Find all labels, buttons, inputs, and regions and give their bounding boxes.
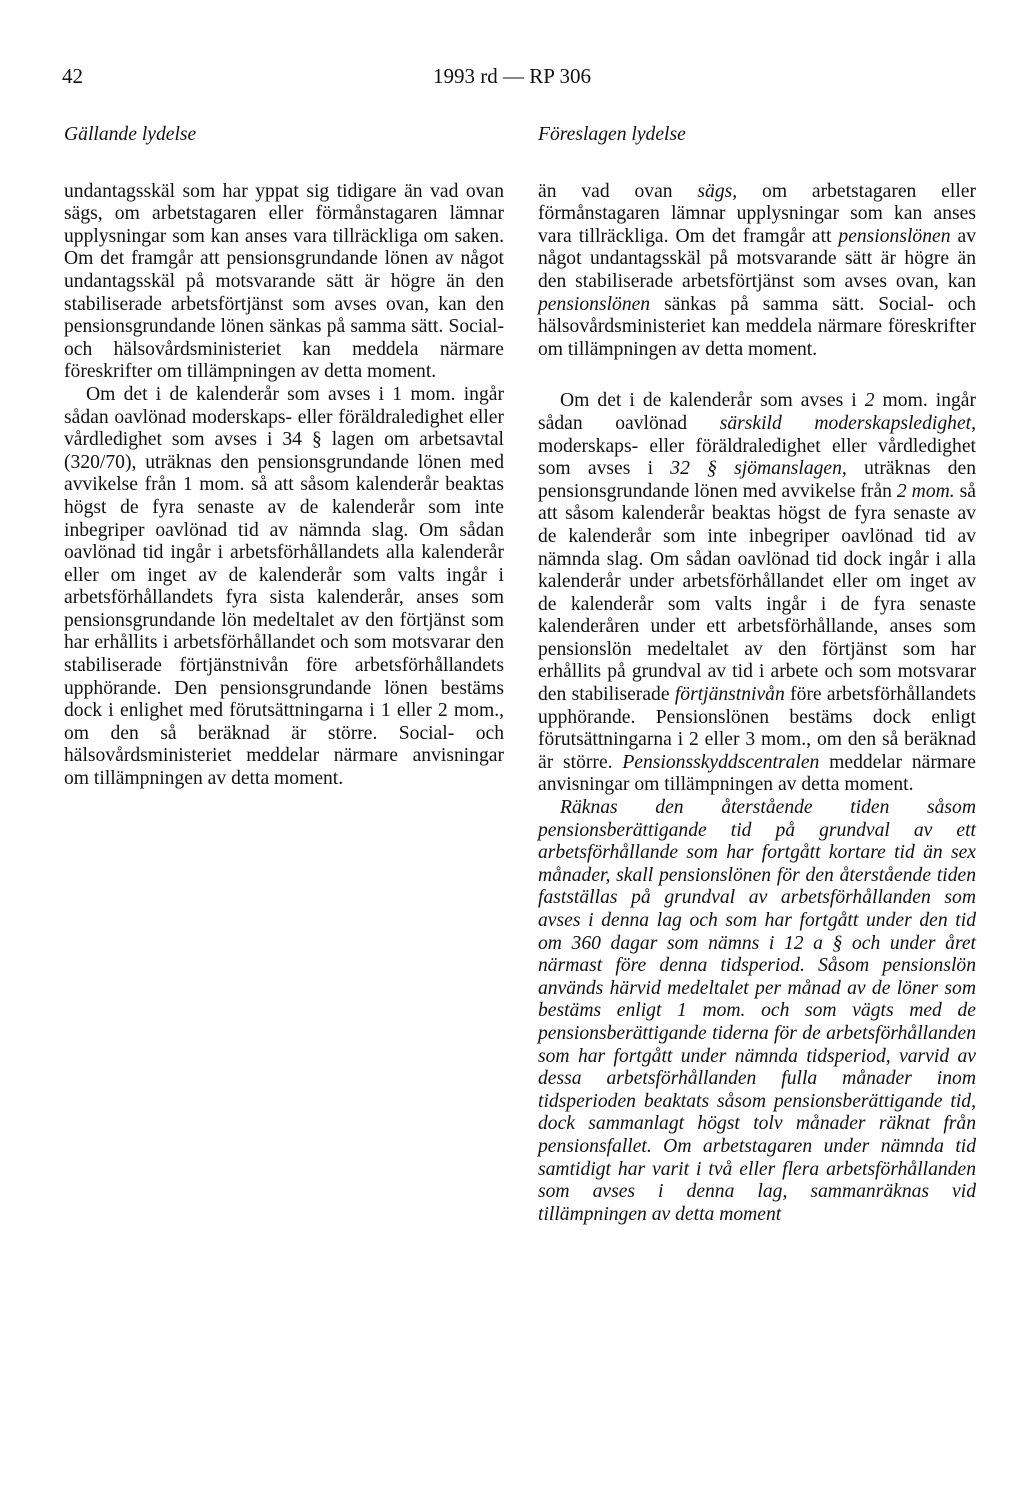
italic-amendment: pensionslönen [838, 225, 951, 247]
right-column-proposed-wording [538, 124, 976, 1226]
page-number: 42 [62, 64, 83, 88]
left-paragraph-1: undantagsskäl som har yppat sig tidigare än vad ovan sägs, om arbetstagaren eller förmånstagaren lämnar upplysningar som kan anses vara tillräckliga om saken. Om det framgår att pensionsgrundande lönen av något undantagsskäl på motsvarande sätt är högre än den stabiliserade arbetsförtjänst som avses ovan, kan den pensionsgrundande lönen sänkas på samma sätt. Social- och hälsovårdsministeriet kan meddela närmare föreskrifter om tillämpningen av detta moment. [64, 180, 504, 383]
text-run: om arbetstagaren eller förmånstagaren lämnar upplysningar som kan anses vara tillräckliga. Om det framgår att [538, 180, 976, 247]
italic-amendment: 2 mom. [896, 480, 955, 502]
italic-amendment: särskild moderskapsledighet, [719, 412, 977, 434]
italic-amendment: Pensionsskyddscentralen [622, 751, 820, 773]
left-paragraph-2: Om det i de kalenderår som avses i 1 mom. ingår sådan oavlönad moderskaps- eller föräldraledighet eller vårdledighet som avses i 34 § lagen om arbetsavtal (320/70), uträknas den pensionsgrundande lönen med avvikelse från 1 mom. så att såsom kalenderår beaktas högst de fyra senaste av de kalenderår som inte inbegriper oavlönad tid av nämnda slag. Om sådan oavlönad tid ingår i arbetsförhållandets alla kalenderår eller om inget av de kalenderår som valts ingår i arbetsförhållandets fyra sista kalenderår, anses som pensionsgrundande lön medeltalet av den förtjänst som har erhållits i arbetsförhållandet och som motsvarar den stabiliserade förtjänstnivån före arbetsförhållandets upphörande. Den pensionsgrundande lönen bestäms dock i enlighet med förutsättningarna i 1 eller 2 mom., om den så beräknad är större. Social- och hälsovårdsministeriet meddelar närmare anvisningar om tillämpningen av detta moment. [64, 383, 504, 790]
right-paragraph-3-new-moment [538, 797, 976, 1226]
right-paragraph-2 [538, 390, 976, 797]
italic-amendment: sägs, [697, 180, 738, 202]
right-column-heading: Föreslagen lydelse [538, 124, 686, 145]
text-run: sänkas på samma sätt. Social- och hälsovårdsministeriet kan meddela närmare föreskrifter om tillämpningen av detta moment. [538, 293, 976, 360]
italic-amendment: förtjänstnivån [674, 684, 785, 706]
text-run: av något undantagsskäl på motsvarande sätt är högre än den stabiliserade arbetsförtjänst som avses ovan, kan [538, 225, 976, 292]
text-run: före arbetsförhållandets upphörande. Pensionslönen bestäms dock enligt förutsättningarna i 2 eller 3 mom., om den så beräknad är större. [538, 684, 976, 773]
text-run: mom. ingår sådan oavlönad [538, 390, 977, 434]
running-head: 1993 rd — RP 306 [433, 64, 591, 88]
italic-amendment: 32 § sjömanslagen, [670, 458, 847, 480]
text-run: meddelar närmare anvisningar om tillämpningen av detta moment. [538, 751, 976, 796]
italic-amendment: 2 [864, 390, 875, 412]
text-run: än vad ovan [538, 180, 698, 202]
text-run: Om det i de kalenderår som avses i [560, 390, 865, 412]
italic-amendment: pensionslönen [538, 293, 651, 315]
italic-amendment: Räknas den återstående tiden såsom pensionsberättigande tid på grundval av ett arbetsförhållande som har fortgått kortare tid än sex månader, skall pensionslönen för den återstående tiden fastställas på grundval av arbetsförhållanden som avses i denna lag och som har fortgått under den tid om 360 dagar som nämns i 12 a § och under året närmast före denna tidsperiod. Såsom pensionslön används härvid medeltalet per månad av de löner som bestäms enligt 1 mom. och som vägts med de pensionsberättigande tiderna för de arbetsförhållanden som har fortgått under nämnda tidsperiod, varvid av dessa arbetsförhållanden fulla månader inom tidsperioden beaktats såsom pensionsberättigande tid, dock sammanlagt högst tolv månader räknat från pensionsfallet. Om arbetstagaren under nämnda tid samtidigt har varit i två eller flera arbetsförhållanden som avses i denna lag, sammanräknas vid tillämpningen av detta moment [538, 797, 976, 1225]
left-column-current-wording [64, 124, 504, 791]
text-run: moderskaps- eller föräldraledighet eller vårdledighet som avses i [538, 435, 976, 480]
text-run: uträknas den pensionsgrundande lönen med avvikelse från [538, 458, 976, 502]
right-paragraph-1 [538, 181, 976, 362]
left-column-heading: Gällande lydelse [64, 124, 197, 145]
text-run: så att såsom kalenderår beaktas högst de fyra senaste av de kalenderår som inte inbegriper oavlönad tid av nämnda slag. Om sådan oavlönad tid dock ingår i alla kalenderår under arbetsförhållandet eller om inget av de kalenderår som valts ingår i de fyra senaste kalenderåren under ett arbetsförhållande, anses som pensionslön medeltalet av den förtjänst som har erhållits på grundval av tid i arbete och som motsvarar den stabiliserade [538, 480, 976, 706]
